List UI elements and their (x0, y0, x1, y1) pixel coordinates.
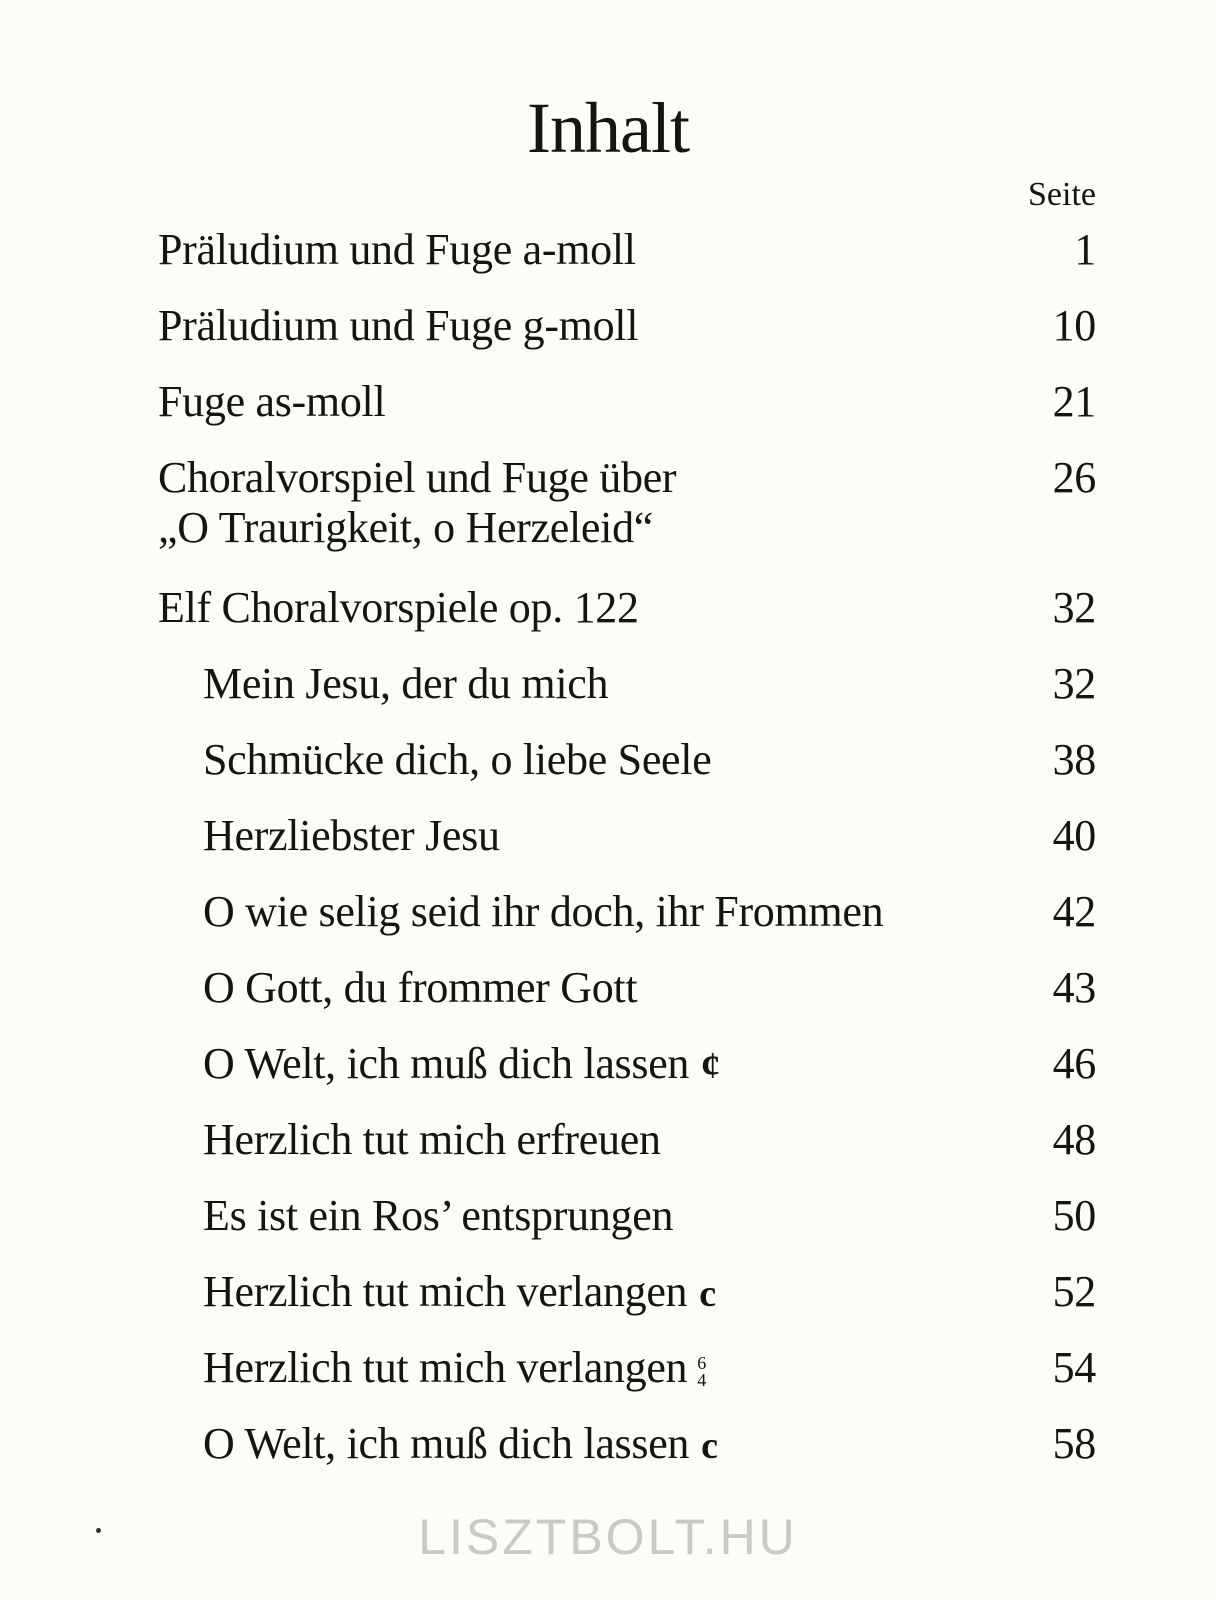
entry-page: 38 (1052, 735, 1096, 784)
entry-title-line2: „O Traurigkeit, o Herzeleid“ (158, 503, 654, 553)
entry-page: 40 (1052, 811, 1096, 860)
entry-page: 10 (1052, 301, 1096, 350)
time-signature-common: c (699, 1273, 716, 1315)
entry-title-block (203, 1344, 706, 1392)
entry-page: 32 (1052, 659, 1096, 708)
time-signature-alla-breve: ¢ (701, 1045, 720, 1087)
entry-page: 46 (1052, 1039, 1096, 1088)
entry-title: Mein Jesu, der du mich (203, 659, 609, 708)
entry-title: Herzlich tut mich erfreuen (203, 1115, 661, 1164)
time-signature-top: 6 (697, 1352, 706, 1373)
entry-page: 52 (1052, 1267, 1096, 1316)
entry-title: Choralvorspiel und Fuge über (158, 453, 677, 502)
entry-page: 32 (1052, 583, 1096, 632)
entry-page: 21 (1052, 377, 1096, 426)
page-title: Inhalt (527, 88, 689, 168)
entry-title: Herzlich tut mich verlangen (203, 1267, 688, 1316)
time-signature-common: c (701, 1425, 718, 1467)
entry-page: 1 (1074, 225, 1096, 274)
entry-page: 54 (1052, 1343, 1096, 1392)
entry-title: Elf Choralvorspiele op. 122 (158, 583, 639, 632)
page-column-label: Seite (1028, 176, 1096, 213)
entry-page: 50 (1052, 1191, 1096, 1240)
entry-title: O Welt, ich muß dich lassen (203, 1039, 690, 1088)
entry-title: Herzlich tut mich verlangen (203, 1343, 688, 1392)
entry-page: 43 (1052, 963, 1096, 1012)
entry-title-block (158, 454, 676, 553)
entry-title-block (203, 1268, 716, 1316)
entry-page: 48 (1052, 1115, 1096, 1164)
entry-page: 26 (1052, 453, 1096, 502)
entry-title: Fuge as-moll (158, 377, 386, 426)
entry-title: Schmücke dich, o liebe Seele (203, 735, 712, 784)
entry-title: Herzliebster Jesu (203, 811, 500, 860)
entry-title: Es ist ein Ros’ entsprungen (203, 1191, 674, 1240)
entry-title: Präludium und Fuge g-moll (158, 301, 639, 350)
entry-page: 58 (1052, 1419, 1096, 1468)
entry-title: O wie selig seid ihr doch, ihr Frommen (203, 887, 884, 936)
entry-title: Präludium und Fuge a-moll (158, 225, 636, 274)
time-signature-fraction (697, 1352, 706, 1390)
entry-title-block (203, 1420, 718, 1468)
entry-page: 42 (1052, 887, 1096, 936)
entry-title: O Gott, du frommer Gott (203, 963, 638, 1012)
time-signature-bottom: 4 (697, 1369, 706, 1390)
watermark: LISZTBOLT.HU (418, 1509, 798, 1565)
entry-title-block (203, 1040, 720, 1088)
entry-title: O Welt, ich muß dich lassen (203, 1419, 690, 1468)
